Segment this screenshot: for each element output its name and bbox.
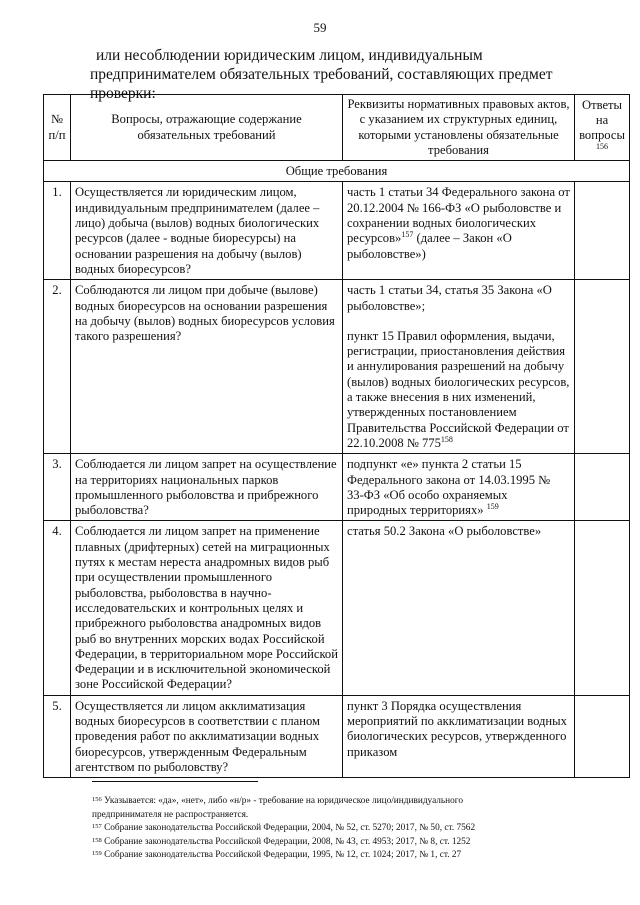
page-number: 59 xyxy=(313,20,327,35)
header-answers-footnote-ref: 156 xyxy=(596,141,608,151)
table-header-row xyxy=(44,95,630,161)
row-question: Соблюдаются ли лицом при добыче (вылове) водных биоресурсов на основании разрешения на добычу (вылов) водных биоресурсов условия такого разрешения? xyxy=(71,280,343,454)
table-row xyxy=(44,280,630,454)
footnotes xyxy=(92,795,622,863)
requisite-text-rules: пункт 15 Правил оформления, выдачи, регистрации, приостановления действия и аннулирования разрешений на добычу (вылов) водных биологических ресурсов, а также внесения в них изменений, утвержденных постановлением Правительства Российской Федерации от 22.10.2008 № 775 xyxy=(347,328,570,450)
table-row xyxy=(44,695,630,777)
row-answer xyxy=(575,182,630,280)
footnote-mark: 156 xyxy=(92,796,102,803)
header-answers-label: Ответы на вопросы xyxy=(579,97,625,142)
table-row xyxy=(44,454,630,521)
requisite-text: статья 50.2 Закона «О рыболовстве» xyxy=(347,524,542,539)
footnote-text: предпринимателя не распространяется. xyxy=(92,809,249,820)
row-number: 2. xyxy=(44,280,71,454)
requisite-text: часть 1 статьи 34, статья 35 Закона «О рыболовстве»; xyxy=(347,283,552,313)
row-requisites xyxy=(343,280,575,454)
header-questions: Вопросы, отражающие содержание обязательных требований xyxy=(71,95,343,161)
footnote-text: Указывается: «да», «нет», либо «н/р» - требование на юридическое лицо/индивидуального xyxy=(101,796,464,806)
row-requisites xyxy=(343,695,575,777)
section-row xyxy=(44,161,630,182)
footnote-item xyxy=(92,849,622,863)
row-question: Осуществляется ли лицом акклиматизация водных биоресурсов в соответствии с планом проведения работ по акклиматизации водных биоресурсов, утвержденным Федеральным агентством по рыболовству? xyxy=(71,695,343,777)
row-answer xyxy=(575,454,630,521)
row-answer xyxy=(575,521,630,695)
section-title: Общие требования xyxy=(44,161,630,182)
requirements-table xyxy=(43,94,630,778)
row-requisites xyxy=(343,521,575,695)
footnote-separator xyxy=(92,781,258,782)
footnote-item xyxy=(92,822,622,836)
table-row xyxy=(44,521,630,695)
row-answer xyxy=(575,280,630,454)
footnote-text: Собрание законодательства Российской Федерации, 1995, № 12, ст. 1024; 2017, № 1, ст. 27 xyxy=(101,850,462,860)
footnote-text: Собрание законодательства Российской Федерации, 2008, № 43, ст. 4953; 2017, № 8, ст. 1252 xyxy=(101,836,471,847)
row-number: 1. xyxy=(44,182,71,280)
footnote-mark: 159 xyxy=(92,850,102,857)
row-number: 4. xyxy=(44,521,71,695)
header-answers xyxy=(575,95,630,161)
footnote-mark: 158 xyxy=(92,836,102,844)
row-question: Соблюдается ли лицом запрет на применение плавных (дрифтерных) сетей на миграционных путях к местам нереста анадромных видов рыб при осуществлении промышленного рыболовства, рыболовства в научно-исследовательских и контрольных целях и прибрежного рыболовства анадромных видов рыб во внутренних морских водах Российской Федерации, в территориальном море Российской Федерации и в исключительной экономической зоне Российской Федерации? xyxy=(71,521,343,695)
row-question: Осуществляется ли юридическим лицом, индивидуальным предпринимателем (далее – лицо) добыча (вылов) водных биологических ресурсов (далее - водные биоресурсы) на основании разрешения на добычу (вылов) водных биоресурсов? xyxy=(71,182,343,280)
row-question: Соблюдается ли лицом запрет на осуществление на территориях национальных парков промышленного рыболовства и прибрежного рыболовства? xyxy=(71,454,343,521)
row-number: 5. xyxy=(44,695,71,777)
row-number: 3. xyxy=(44,454,71,521)
header-num: № п/п xyxy=(44,95,71,161)
row-answer xyxy=(575,695,630,777)
requisite-text: подпункт «е» пункта 2 статьи 15 Федерального закона от 14.03.1995 № 33-ФЗ «Об особо охраняемых природных территориях» xyxy=(347,457,551,518)
page-heading: или несоблюдении юридическим лицом, индивидуальным предпринимателем обязательных требований, составляющих предмет проверки: xyxy=(90,47,553,102)
row-requisites xyxy=(343,454,575,521)
requisite-text-cont: (далее – Закон «О рыболовстве») xyxy=(347,231,512,261)
footnote-ref: 157 xyxy=(401,230,414,240)
footnote-item xyxy=(92,795,622,809)
row-requisites xyxy=(343,182,575,280)
footnote-ref: 158 xyxy=(440,434,453,444)
table-row xyxy=(44,182,630,280)
footnote-ref: 159 xyxy=(486,501,499,511)
footnote-item xyxy=(92,809,622,823)
footnote-text: Собрание законодательства Российской Федерации, 2004, № 52, ст. 5270; 2017, № 50, ст. 7562 xyxy=(101,823,476,833)
footnote-item xyxy=(92,836,622,850)
header-requisites: Реквизиты нормативных правовых актов, с указанием их структурных единиц, которыми установлены обязательные требования xyxy=(343,95,575,161)
requisite-text: часть 1 статьи 34 Федерального закона от 20.12.2004 № 166-ФЗ «О рыболовстве и сохранении водных биологических ресурсов» xyxy=(347,185,570,246)
footnote-mark: 157 xyxy=(92,823,102,830)
requisite-text: пункт 3 Порядка осуществления мероприятий по акклиматизации водных биологических ресурсов, утвержденного приказом xyxy=(347,698,567,759)
